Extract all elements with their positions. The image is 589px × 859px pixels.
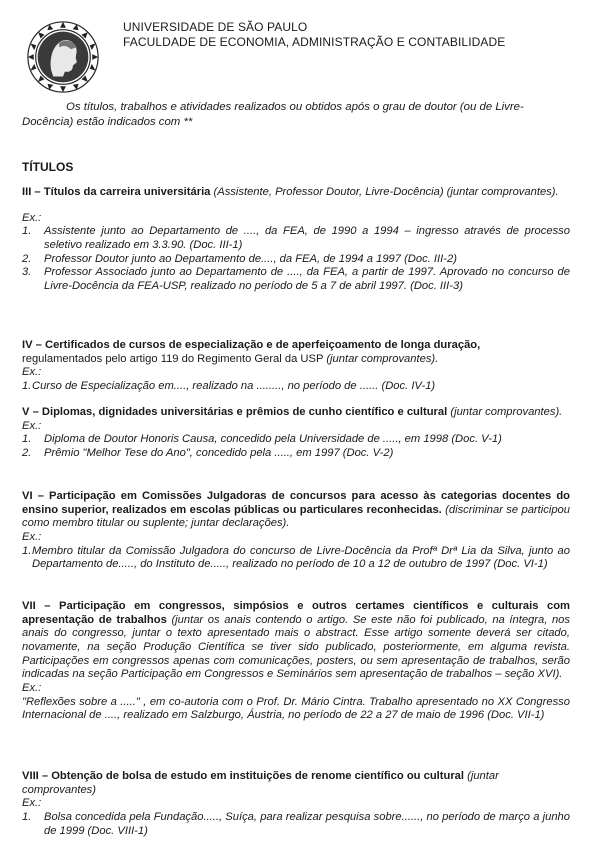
section-note-plain: regulamentados pelo artigo 119 do Regimento Geral da USP (22, 352, 327, 365)
list-item: 2. Professor Doutor junto ao Departamento de...., da FEA, de 1994 a 1997 (Doc. III-2) (22, 252, 457, 265)
example-label: Ex.: (22, 530, 42, 543)
section-note: (Assistente, Professor Doutor, Livre-Docência) (juntar comprovantes). (210, 186, 559, 198)
section-title: VIII – Obtenção de bolsa de estudo em instituições de renome científico ou cultural (22, 770, 464, 782)
example-label: Ex.: (22, 211, 42, 224)
example-label: Ex.: (22, 419, 42, 432)
faculty-name: FACULDADE DE ECONOMIA, ADMINISTRAÇÃO E CONTABILIDADE (123, 35, 506, 49)
section-viii (22, 770, 570, 838)
section-note: (juntar comprovantes) (22, 770, 499, 796)
section-iv (22, 339, 570, 394)
section-iii (22, 186, 570, 294)
section-vii (22, 600, 570, 723)
example-list (22, 225, 570, 293)
university-name: UNIVERSIDADE DE SÃO PAULO (123, 20, 308, 34)
list-item: 1. Curso de Especialização em...., realizado na ........, no período de ...... (Doc. IV-1) (22, 379, 436, 392)
list-item: 1. Diploma de Doutor Honoris Causa, concedido pela Universidade de ....., em 1998 (Doc. V-1) (22, 433, 502, 446)
intro-paragraph: Os títulos, trabalhos e atividades realizados ou obtidos após o grau de doutor (ou de Livre-Docência) estão indicados com ** (22, 101, 524, 128)
list-item: 2. Prêmio "Melhor Tese do Ano", concedido pela ....., em 1997 (Doc. V-2) (22, 446, 394, 459)
section-vi (22, 490, 570, 572)
section-note: (juntar comprovantes). (326, 352, 439, 365)
example-list (22, 811, 570, 838)
example-list (22, 380, 570, 394)
list-item: 1. Membro titular da Comissão Julgadora do concurso de Livre-Docência da Profª Drª Lia da Silva, junto ao Departamento de....., do Instituto de....., realizado no período de 10 a 12 de outubro de 1997 (Doc. VI-1) (22, 544, 570, 571)
example-text: "Reflexões sobre a ....." , em co-autoria com o Prof. Dr. Mário Cintra. Trabalho apresentado no XX Congresso Internacional de ...., realizado em Salzburgo, Áustria, no período de 22 a 27 de maio de 1996 (Doc. VII-1) (22, 695, 570, 722)
list-item: 1. Assistente junto ao Departamento de ...., da FEA, de 1990 a 1994 – ingresso através de processo seletivo realizado em 3.3.90. (Doc. III-1) (22, 225, 570, 251)
section-title: III – Títulos da carreira universitária (22, 186, 211, 198)
section-v (22, 406, 570, 461)
section-title: V – Diplomas, dignidades universitárias e prêmios de cunho científico e cultural (22, 406, 448, 418)
example-list (22, 433, 570, 460)
example-label: Ex.: (22, 366, 42, 379)
section-title: VII – Participação em congressos, simpósios e outros certames científicos e culturais com apresentação de trabalhos (22, 600, 570, 626)
section-note: (juntar comprovantes). (447, 406, 563, 418)
example-label: Ex.: (22, 797, 42, 810)
section-note: (juntar os anais contendo o artigo. Se este não foi publicado, na íntegra, nos anais do congresso, juntar o texto apresentado mais o abstract. Esse artigo somente deverá ser citado, novamente, na seção Produção Científica se tiver sido publicado, posteriormente, em alguma revista. Participações em congressos apenas com comunicações, posters, ou sem apresentação de trabalhos, serão indicadas na seção Participação em Congressos e Seminários sem apresentação de trabalhos – seção XVI). (22, 613, 570, 681)
section-title: VI – Participação em Comissões Julgadoras de concursos para acesso às categorias docentes do ensino superior, realizados em escolas públicas ou particulares reconhecidas. (22, 490, 570, 516)
list-item: 3. Professor Associado junto ao Departamento de ...., da FEA, a partir de 1997. Aprovado no concurso de Livre-Docência da FEA-USP, realizado no período de 5 a 7 de abril 1997. (Doc. III-3) (22, 266, 570, 292)
university-seal-icon (24, 18, 102, 96)
example-label: Ex.: (22, 681, 42, 694)
section-note: (discriminar se participou como membro titular ou suplente; juntar declarações). (22, 503, 570, 530)
section-title: IV – Certificados de cursos de especialização e de aperfeiçoamento de longa duração, (22, 339, 481, 351)
example-list (22, 545, 570, 572)
document-header (123, 20, 505, 50)
titulos-heading: TÍTULOS (22, 160, 74, 174)
list-item: 1. Bolsa concedida pela Fundação....., Suíça, para realizar pesquisa sobre......, no período de março a junho de 1999 (Doc. VIII-1) (22, 810, 570, 837)
